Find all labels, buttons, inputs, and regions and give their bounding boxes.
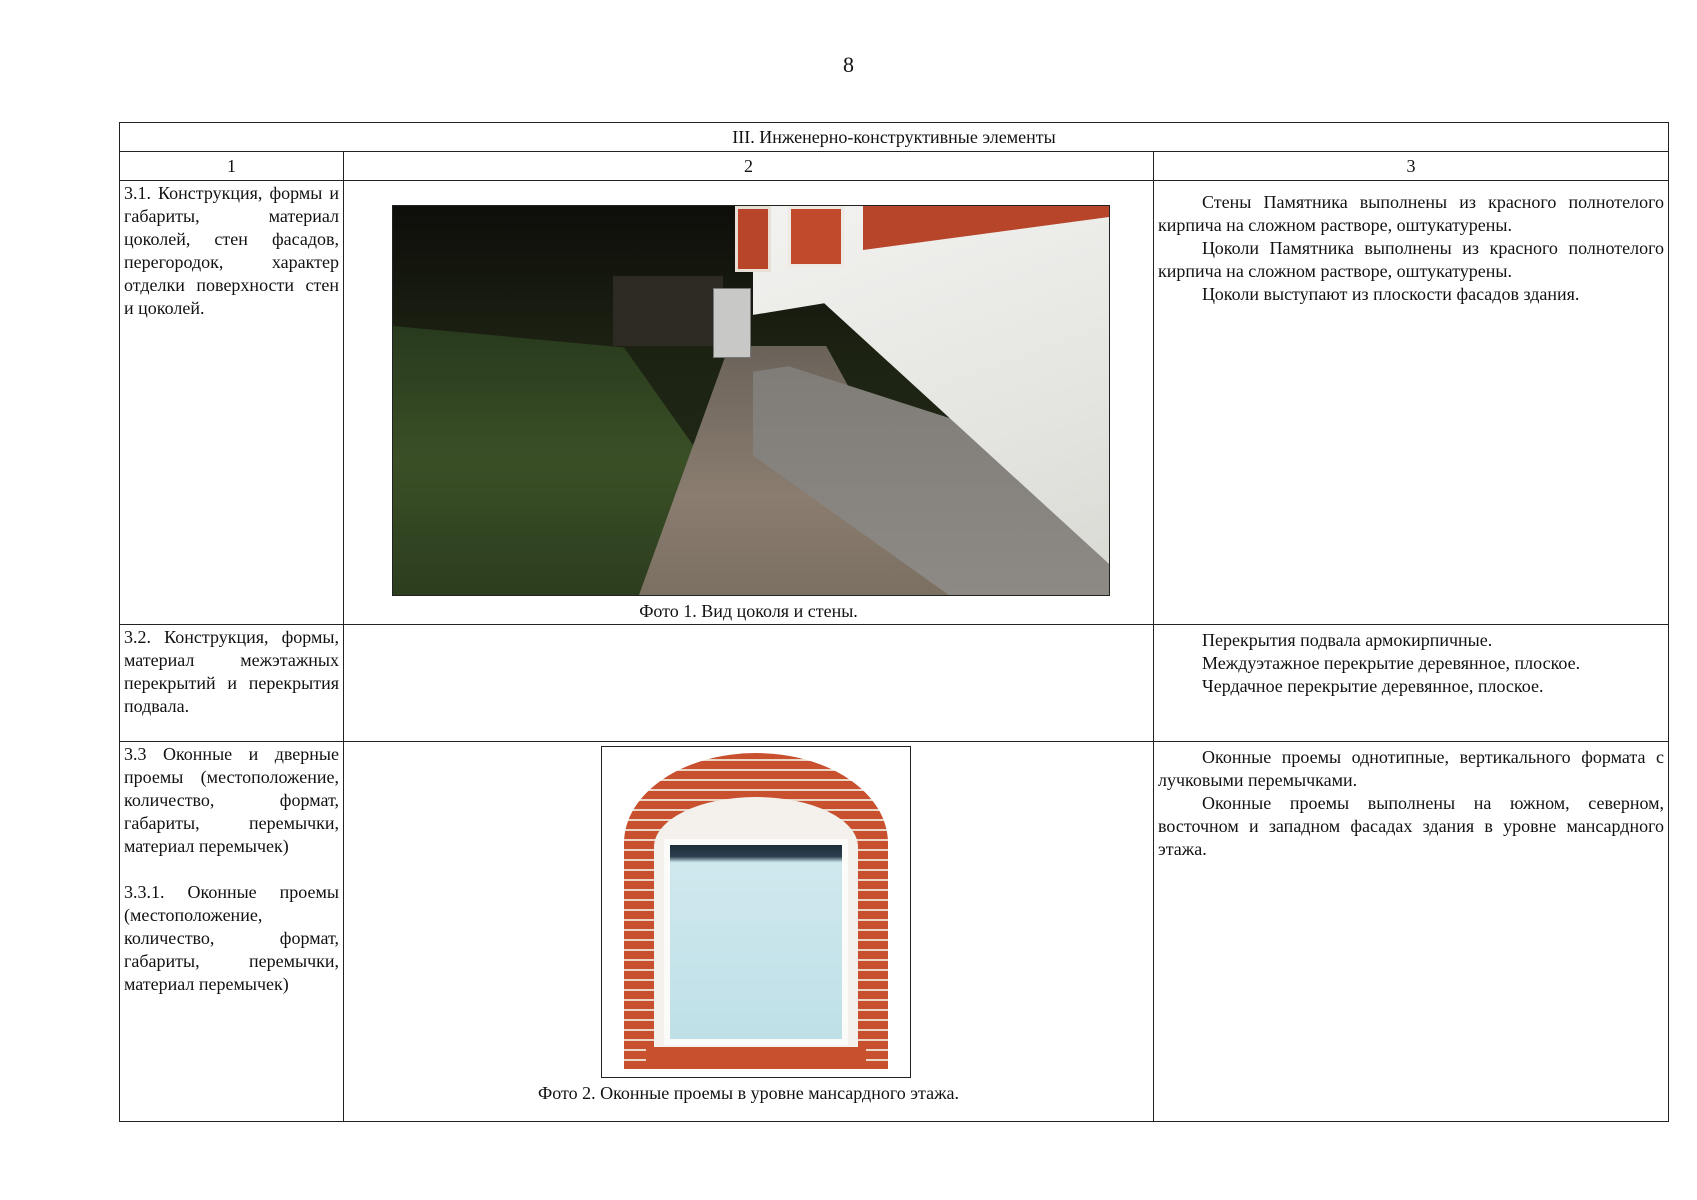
column-number-row	[120, 152, 1669, 181]
window-photo	[601, 746, 911, 1078]
engineering-elements-table	[119, 122, 1669, 1122]
photo-cell	[344, 181, 1154, 625]
row-label	[120, 625, 344, 742]
photo-caption: Фото 2. Оконные проемы в уровне мансардного этажа.	[537, 1083, 960, 1103]
page-number: 8	[843, 52, 854, 77]
description-paragraph: Чердачное перекрытие деревянное, плоское.	[1202, 676, 1544, 696]
description-paragraph: Оконные проемы выполнены на южном, северном, восточном и западном фасадах здания в уровне мансардного этажа.	[1158, 793, 1665, 859]
photo-cell	[344, 742, 1154, 1122]
row-label-text: 3.3 Оконные и дверные проемы (местоположение, количество, формат, габариты, перемычки, материал перемычек)	[124, 744, 339, 856]
row-description	[1154, 181, 1669, 625]
description-paragraph: Оконные проемы однотипные, вертикального формата с лучковыми перемычками.	[1158, 747, 1665, 790]
description-paragraph: Стены Памятника выполнены из красного полнотелого кирпича на сложном растворе, оштукатурены.	[1158, 192, 1665, 235]
table-row	[120, 625, 1669, 742]
description-paragraph: Междуэтажное перекрытие деревянное, плоское.	[1202, 653, 1581, 673]
photo-cell	[344, 625, 1154, 742]
description-paragraph: Цоколи Памятника выполнены из красного полнотелого кирпича на сложном растворе, оштукатурены.	[1158, 238, 1665, 281]
table-row	[120, 181, 1669, 625]
column-number-1: 1	[120, 152, 344, 181]
row-label-text: 3.3.1. Оконные проемы (местоположение, количество, формат, габариты, перемычки, материал перемычек)	[124, 882, 339, 994]
row-label-text: 3.1. Конструкция, формы и габариты, материал цоколей, стен фасадов, перегородок, характер отделки поверхности стен и цоколей.	[124, 183, 339, 318]
row-label-text: 3.2. Конструкция, формы, материал межэтажных перекрытий и перекрытия подвала.	[124, 627, 339, 716]
section-title-row	[120, 123, 1669, 152]
table-row	[120, 742, 1669, 1122]
row-label	[120, 742, 344, 1122]
column-number-2: 2	[344, 152, 1154, 181]
description-paragraph: Перекрытия подвала армокирпичные.	[1202, 630, 1493, 650]
column-number-3: 3	[1154, 152, 1669, 181]
plinth-wall-photo	[392, 205, 1110, 596]
row-description	[1154, 742, 1669, 1122]
row-label	[120, 181, 344, 625]
photo-caption: Фото 1. Вид цоколя и стены.	[639, 601, 858, 621]
section-title: III. Инженерно-конструктивные элементы	[120, 123, 1669, 152]
row-description	[1154, 625, 1669, 742]
description-paragraph: Цоколи выступают из плоскости фасадов здания.	[1202, 284, 1580, 304]
